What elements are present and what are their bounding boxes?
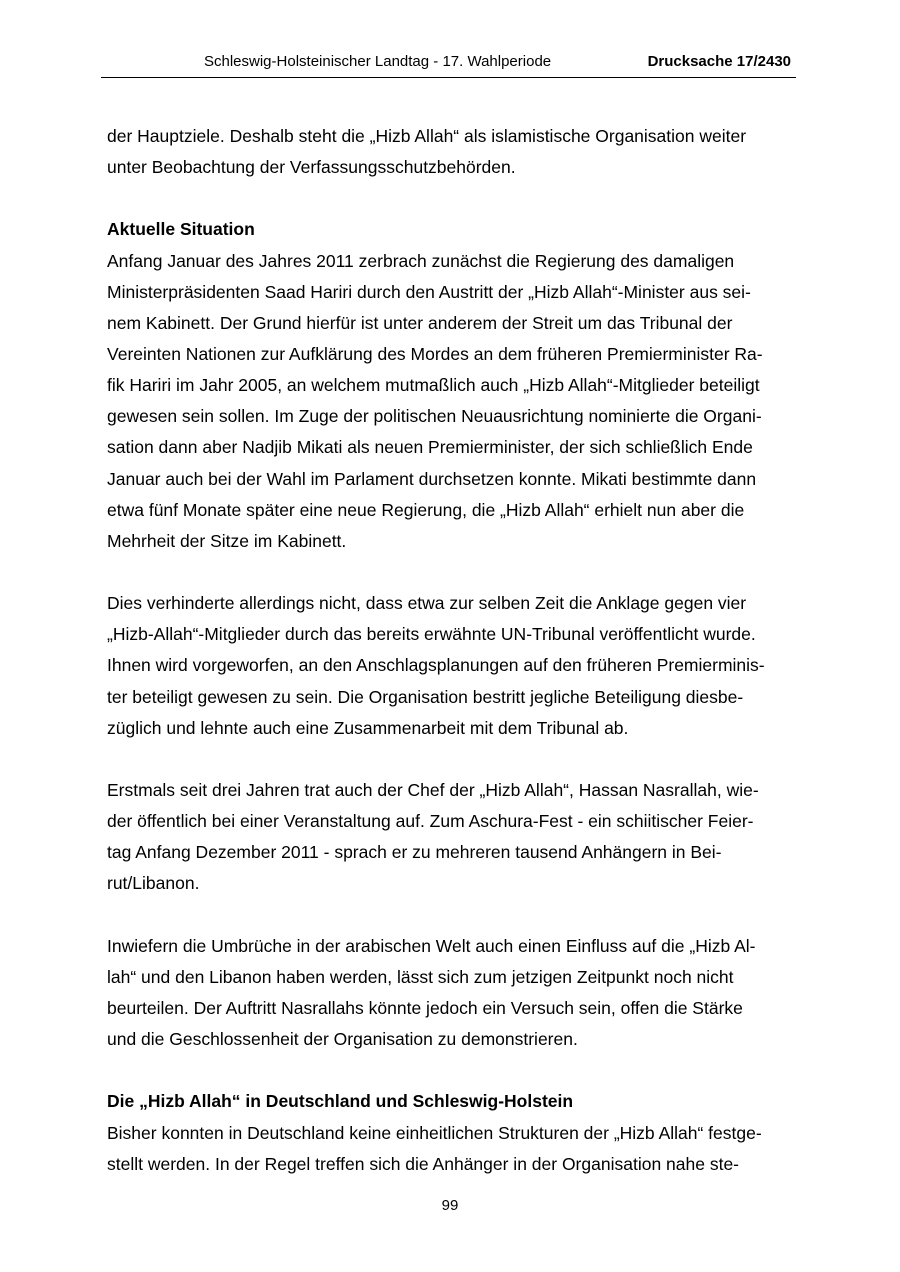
text-line: sation dann aber Nadjib Mikati als neuen Premierminister, der sich schließlich Ende <box>107 437 753 458</box>
text-line: Inwiefern die Umbrüche in der arabischen Welt auch einen Einfluss auf die „Hizb Al- <box>107 935 756 956</box>
paragraph <box>107 246 807 557</box>
text-line: tag Anfang Dezember 2011 - sprach er zu mehreren tausend Anhängern in Bei- <box>107 842 722 863</box>
section-heading: Aktuelle Situation <box>107 219 255 240</box>
text-line: rut/Libanon. <box>107 873 200 894</box>
text-line: Mehrheit der Sitze im Kabinett. <box>107 530 347 551</box>
text-line: Anfang Januar des Jahres 2011 zerbrach zunächst die Regierung des damaligen <box>107 250 735 271</box>
text-line: Januar auch bei der Wahl im Parlament durchsetzen konnte. Mikati bestimmte dann <box>107 468 757 489</box>
text-line: Ministerpräsidenten Saad Hariri durch den Austritt der „Hizb Allah“-Minister aus sei- <box>107 281 751 302</box>
text-line: der öffentlich bei einer Veranstaltung auf. Zum Aschura-Fest - ein schiitischer Feier- <box>107 811 754 832</box>
section-heading: Die „Hizb Allah“ in Deutschland und Schleswig-Holstein <box>107 1091 574 1112</box>
paragraph <box>107 588 807 744</box>
text-line: Erstmals seit drei Jahren trat auch der Chef der „Hizb Allah“, Hassan Nasrallah, wie- <box>107 779 759 800</box>
text-line: „Hizb-Allah“-Mitglieder durch das bereits erwähnte UN-Tribunal veröffentlicht wurde. <box>107 624 756 645</box>
text-line: beurteilen. Der Auftritt Nasrallahs könnte jedoch ein Versuch sein, offen die Stärke <box>107 997 743 1018</box>
page-header <box>101 51 796 78</box>
paragraph <box>107 931 807 1056</box>
blank-line <box>107 744 807 775</box>
text-line: Ihnen wird vorgeworfen, an den Anschlagsplanungen auf den früheren Premierminis- <box>107 655 765 676</box>
text-line: Bisher konnten in Deutschland keine einheitlichen Strukturen der „Hizb Allah“ festge- <box>107 1122 762 1143</box>
blank-line <box>107 183 807 214</box>
text-line: nem Kabinett. Der Grund hierfür ist unter anderem der Streit um das Tribunal der <box>107 312 733 333</box>
text-line: lah“ und den Libanon haben werden, lässt sich zum jetzigen Zeitpunkt noch nicht <box>107 966 734 987</box>
blank-line <box>107 900 807 931</box>
text-line: und die Geschlossenheit der Organisation zu demonstrieren. <box>107 1029 578 1050</box>
text-line: Dies verhinderte allerdings nicht, dass etwa zur selben Zeit die Anklage gegen vier <box>107 593 747 614</box>
blank-line <box>107 1055 807 1086</box>
page-number: 99 <box>441 1197 459 1214</box>
document-number: Drucksache 17/2430 <box>647 53 791 70</box>
header-title: Schleswig-Holsteinischer Landtag - 17. Wahlperiode <box>204 53 552 70</box>
text-line: züglich und lehnte auch eine Zusammenarbeit mit dem Tribunal ab. <box>107 717 629 738</box>
text-line: fik Hariri im Jahr 2005, an welchem mutmaßlich auch „Hizb Allah“-Mitglieder beteiligt <box>107 375 760 396</box>
text-line: ter beteiligt gewesen zu sein. Die Organisation bestritt jegliche Beteiligung diesbe- <box>107 686 744 707</box>
document-body <box>107 121 807 1180</box>
blank-line <box>107 557 807 588</box>
text-line: Vereinten Nationen zur Aufklärung des Mordes an dem früheren Premierminister Ra- <box>107 343 763 364</box>
paragraph <box>107 775 807 900</box>
paragraph <box>107 121 807 183</box>
text-line: etwa fünf Monate später eine neue Regierung, die „Hizb Allah“ erhielt nun aber die <box>107 499 745 520</box>
paragraph <box>107 1118 807 1180</box>
text-line: unter Beobachtung der Verfassungsschutzbehörden. <box>107 157 516 178</box>
text-line: gewesen sein sollen. Im Zuge der politischen Neuausrichtung nominierte die Organi- <box>107 406 762 427</box>
text-line: der Hauptziele. Deshalb steht die „Hizb Allah“ als islamistische Organisation weiter <box>107 126 747 146</box>
text-line: stellt werden. In der Regel treffen sich die Anhänger in der Organisation nahe ste- <box>107 1153 739 1174</box>
